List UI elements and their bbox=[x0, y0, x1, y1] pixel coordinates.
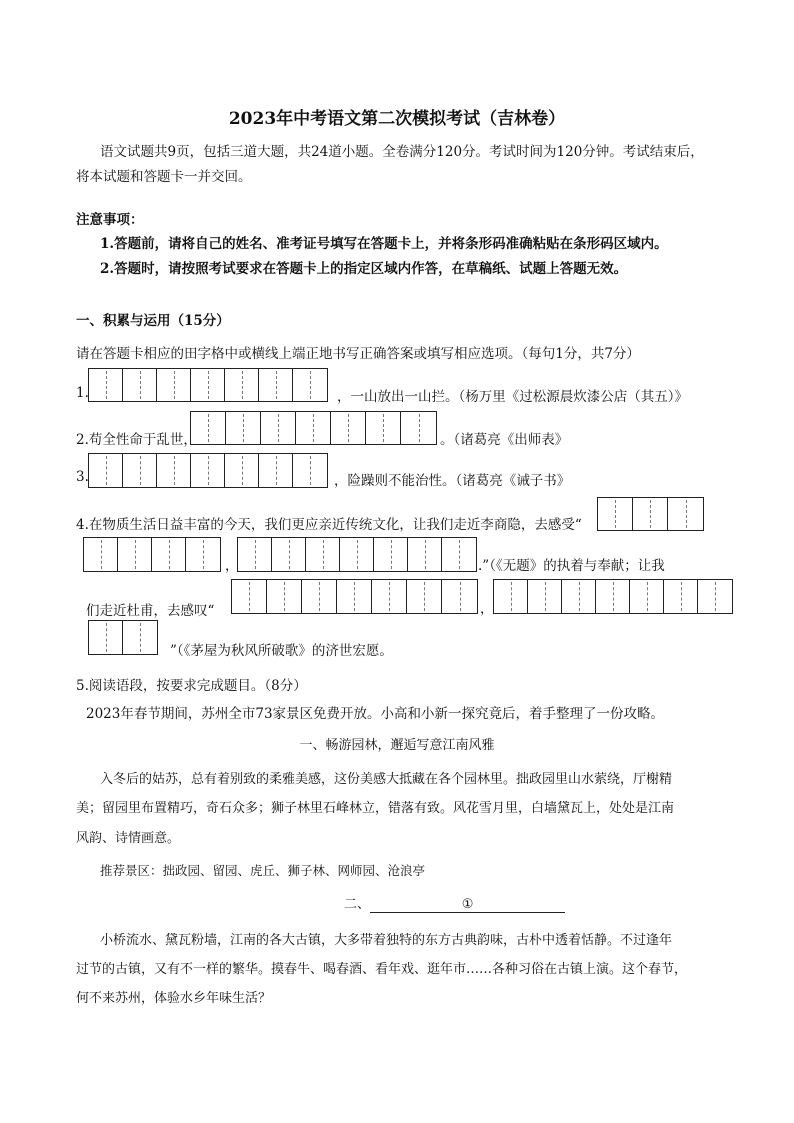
grid-cell[interactable] bbox=[372, 580, 407, 613]
grid-cell[interactable] bbox=[225, 369, 259, 401]
grid-cell[interactable] bbox=[630, 580, 664, 613]
q3-answer-grid[interactable] bbox=[88, 453, 328, 488]
q4-line-1: 4.在物质生活日益丰富的今天，我们更应亲近传统文化，让我们走近李商隐，去感受“ bbox=[76, 517, 582, 533]
q4-tail-2: ”（《茅屋为秋风所破歌》的济世宏愿。 bbox=[170, 643, 393, 659]
grid-cell[interactable] bbox=[296, 412, 331, 444]
grid-cell[interactable] bbox=[123, 621, 157, 654]
q5-para2-line2: 过节的古镇，又有不一样的繁华。摸春牛、喝春酒、看年戏、逛年市……各种习俗在古镇上演。这个春节， bbox=[76, 962, 688, 977]
grid-cell[interactable] bbox=[442, 580, 477, 613]
grid-cell[interactable] bbox=[267, 580, 302, 613]
q5-para1-line2: 美；留园里布置精巧，奇石众多；狮子林里石峰林立，错落有致。风花雪月里，白墙黛瓦上，处处是江南 bbox=[76, 801, 675, 816]
q2-answer-grid[interactable] bbox=[190, 411, 437, 445]
q5-recommend: 推荐景区：拙政园、留园、虎丘、狮子林、网师园、沧浪亭 bbox=[100, 863, 426, 878]
q4-grid-2[interactable] bbox=[83, 537, 221, 572]
grid-cell[interactable] bbox=[331, 412, 366, 444]
grid-cell[interactable] bbox=[664, 580, 698, 613]
page-title: 2023年中考语文第二次模拟考试（吉林卷） bbox=[228, 109, 566, 129]
grid-cell[interactable] bbox=[152, 538, 186, 571]
grid-cell[interactable] bbox=[272, 538, 306, 571]
grid-cell[interactable] bbox=[293, 454, 327, 487]
q5-heading: 5.阅读语段，按要求完成题目。（8分） bbox=[76, 678, 307, 694]
q5-subheading-2-prefix: 二、 bbox=[344, 897, 371, 912]
grid-cell[interactable] bbox=[366, 412, 401, 444]
grid-cell[interactable] bbox=[408, 538, 442, 571]
q4-line-3: 们走近杜甫，去感叹“ bbox=[86, 603, 215, 619]
grid-cell[interactable] bbox=[337, 580, 372, 613]
grid-cell[interactable] bbox=[407, 580, 442, 613]
q1-text: ，一山放出一山拦。（杨万里《过松源晨炊漆公店（其五）》 bbox=[337, 389, 688, 405]
grid-cell[interactable] bbox=[226, 412, 261, 444]
q5-para1-line1: 入冬后的姑苏，总有着别致的柔雅美感，这份美感大抵藏在各个园林里。拙政园里山水萦绕，厅榭精 bbox=[100, 772, 673, 787]
grid-cell[interactable] bbox=[238, 538, 272, 571]
q5-blank-1[interactable] bbox=[370, 897, 565, 913]
grid-cell[interactable] bbox=[89, 454, 123, 487]
grid-cell[interactable] bbox=[89, 621, 123, 654]
section-1-instruction: 请在答题卡相应的田字格中或横线上端正地书写正确答案或填写相应选项。（每句1分，共7分） bbox=[76, 346, 640, 362]
grid-cell[interactable] bbox=[668, 498, 703, 530]
intro-line-2: 将本试题和答题卡一并交回。 bbox=[76, 169, 252, 185]
q4-grid-4[interactable] bbox=[231, 579, 478, 614]
grid-cell[interactable] bbox=[442, 538, 476, 571]
grid-cell[interactable] bbox=[259, 454, 293, 487]
q4-grid-1[interactable] bbox=[597, 497, 704, 531]
grid-cell[interactable] bbox=[494, 580, 528, 613]
q4-grid-5[interactable] bbox=[493, 579, 733, 614]
q1-number: 1. bbox=[76, 385, 89, 401]
q4-grid-3[interactable] bbox=[237, 537, 477, 572]
q5-subheading-2 bbox=[344, 893, 565, 913]
grid-cell[interactable] bbox=[698, 580, 732, 613]
q2-suffix: 。（诸葛亮《出师表》 bbox=[440, 432, 569, 448]
grid-cell[interactable] bbox=[123, 454, 157, 487]
q3-text: ，险躁则不能治性。（诸葛亮《诫子书》 bbox=[334, 473, 571, 489]
q5-para2-line1: 小桥流水、黛瓦粉墙，江南的各大古镇，大多带着独特的东方古典韵味，古朴中透着恬静。不过逢年 bbox=[100, 933, 673, 948]
grid-cell[interactable] bbox=[562, 580, 596, 613]
q5-blank-1-mark: ① bbox=[461, 897, 474, 912]
section-1-heading: 一、积累与运用（15分） bbox=[76, 313, 230, 329]
notice-item-2: 2.答题时，请按照考试要求在答题卡上的指定区域内作答，在草稿纸、试题上答题无效。 bbox=[100, 261, 628, 277]
grid-cell[interactable] bbox=[225, 454, 259, 487]
grid-cell[interactable] bbox=[191, 454, 225, 487]
q1-answer-grid[interactable] bbox=[88, 368, 328, 402]
grid-cell[interactable] bbox=[191, 412, 226, 444]
notice-item-1: 1.答题前，请将自己的姓名、准考证号填写在答题卡上，并将条形码准确粘贴在条形码区域内。 bbox=[100, 236, 668, 252]
grid-cell[interactable] bbox=[84, 538, 118, 571]
grid-cell[interactable] bbox=[374, 538, 408, 571]
q5-para1-line3: 风韵、诗情画意。 bbox=[76, 831, 181, 846]
grid-cell[interactable] bbox=[118, 538, 152, 571]
q4-grid-6[interactable] bbox=[88, 620, 158, 655]
grid-cell[interactable] bbox=[598, 498, 633, 530]
grid-cell[interactable] bbox=[259, 369, 293, 401]
q4-tail-1: .”（《无题》的执着与奉献；让我 bbox=[478, 558, 665, 574]
notice-heading: 注意事项： bbox=[76, 212, 144, 228]
q4-comma-2: ， bbox=[480, 601, 494, 617]
grid-cell[interactable] bbox=[186, 538, 220, 571]
q2-prefix: 2.苟全性命于乱世， bbox=[76, 432, 197, 448]
grid-cell[interactable] bbox=[633, 498, 668, 530]
grid-cell[interactable] bbox=[157, 369, 191, 401]
q4-comma-1: ， bbox=[225, 558, 239, 574]
grid-cell[interactable] bbox=[302, 580, 337, 613]
grid-cell[interactable] bbox=[293, 369, 327, 401]
grid-cell[interactable] bbox=[157, 454, 191, 487]
grid-cell[interactable] bbox=[340, 538, 374, 571]
q3-number: 3. bbox=[76, 469, 89, 485]
grid-cell[interactable] bbox=[596, 580, 630, 613]
grid-cell[interactable] bbox=[261, 412, 296, 444]
grid-cell[interactable] bbox=[232, 580, 267, 613]
q5-para2-line3: 何不来苏州，体验水乡年味生活？ bbox=[76, 991, 272, 1006]
grid-cell[interactable] bbox=[89, 369, 123, 401]
intro-line-1: 语文试题共9页，包括三道大题，共24道小题。全卷满分120分。考试时间为120分钟。考试结束后， bbox=[100, 144, 704, 160]
q5-subheading-1: 一、畅游园林，邂逅写意江南风雅 bbox=[299, 738, 495, 753]
q5-intro: 2023年春节期间，苏州全市73家景区免费开放。小高和小新一探究竟后，着手整理了一份攻略。 bbox=[86, 706, 665, 722]
grid-cell[interactable] bbox=[306, 538, 340, 571]
grid-cell[interactable] bbox=[123, 369, 157, 401]
grid-cell[interactable] bbox=[401, 412, 436, 444]
grid-cell[interactable] bbox=[191, 369, 225, 401]
grid-cell[interactable] bbox=[528, 580, 562, 613]
